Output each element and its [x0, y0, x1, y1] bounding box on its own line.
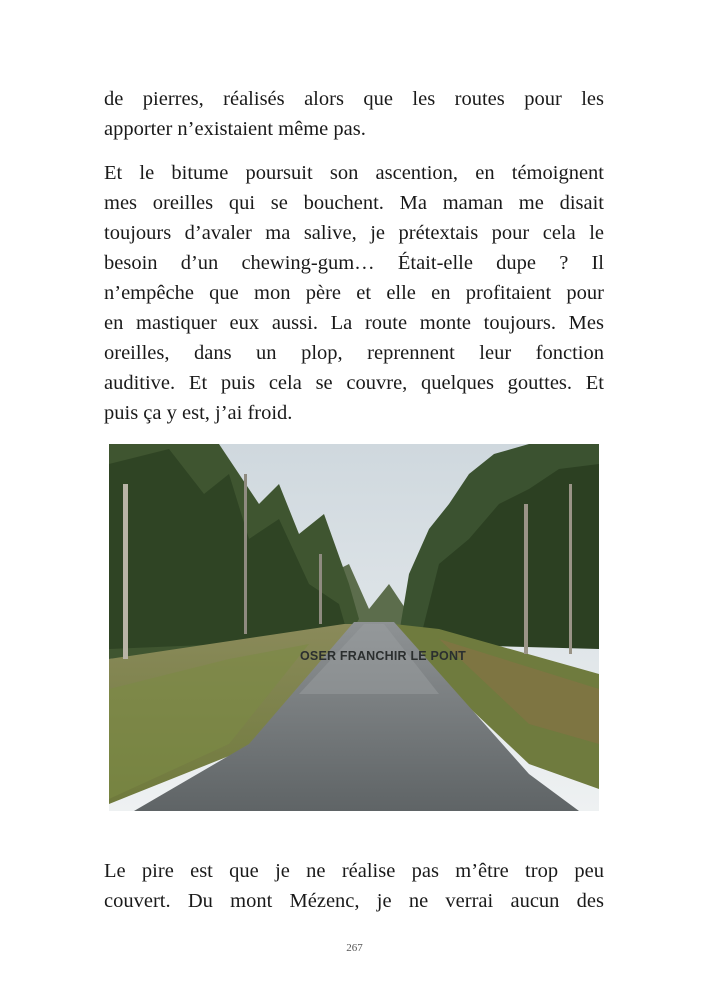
text-line: toujours d’avaler ma salive, je prétextais pour cela le — [104, 222, 604, 244]
text-line: Le pire est que je ne réalise pas m’être trop peu — [104, 860, 604, 882]
text-line: apporter n’existaient même pas. — [104, 118, 366, 140]
text-line: en mastiquer eux aussi. La route monte toujours. Mes — [104, 312, 604, 334]
paragraph-1 — [104, 84, 604, 144]
page-number: 267 — [346, 942, 363, 954]
text-line: mes oreilles qui se bouchent. Ma maman me disait — [104, 192, 604, 214]
paragraph-2 — [104, 158, 604, 428]
forest-road-photo — [109, 444, 599, 811]
photo-watermark: OSER FRANCHIR LE PONT — [300, 649, 467, 663]
text-line: couvert. Du mont Mézenc, je ne verrai aucun des — [104, 890, 604, 912]
text-line: besoin d’un chewing-gum… Était-elle dupe ? Il — [104, 252, 604, 274]
text-line: Et le bitume poursuit son ascention, en témoignent — [104, 162, 604, 184]
text-line: de pierres, réalisés alors que les routes pour les — [104, 88, 604, 110]
text-line: puis ça y est, j’ai froid. — [104, 402, 293, 424]
paragraph-3 — [104, 856, 604, 916]
text-line: n’empêche que mon père et elle en profitaient pour — [104, 282, 604, 304]
text-line: auditive. Et puis cela se couvre, quelques gouttes. Et — [104, 372, 604, 394]
text-line: oreilles, dans un plop, reprennent leur fonction — [104, 342, 604, 364]
